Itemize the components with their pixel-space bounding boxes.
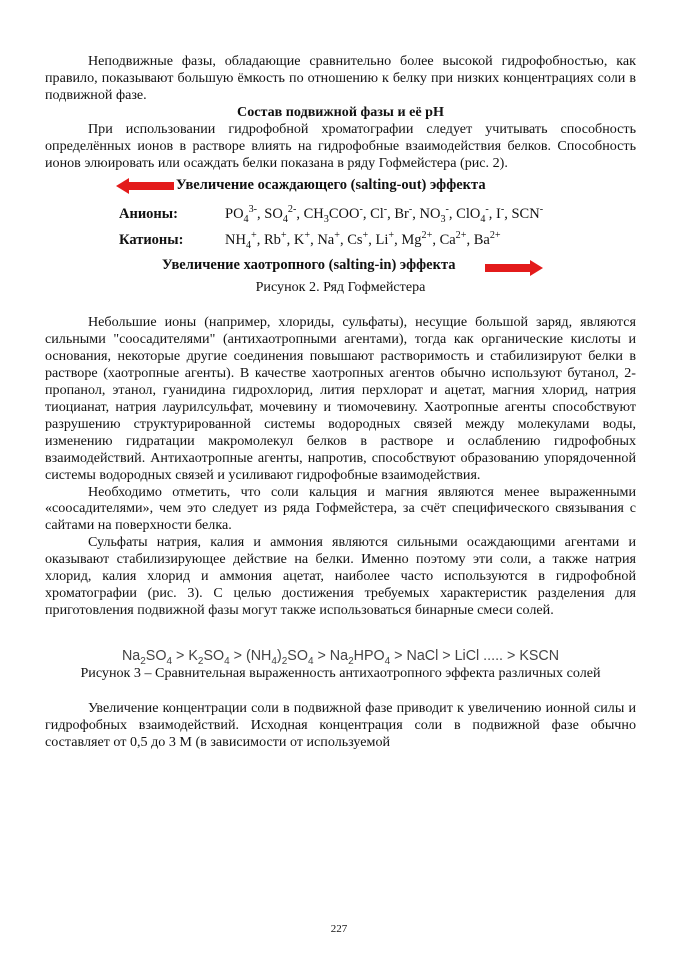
paragraph-hic-ions: При использовании гидрофобной хроматографии следует учитывать способность определённых ионов в растворе влиять на гидрофобные взаимодействия белков. Способность ионов элюировать или осаждать белки показана в ряду Гофмейстера (рис. 2). xyxy=(45,120,636,171)
cations-series: $NH_4^+$, Rb+, K+, Na+, Cs+, Li+, $Mg^{2+}$, $Ca^{2+}$, $Ba^{2+}$ xyxy=(225,230,501,252)
paragraph-calcium-magnesium: Необходимо отметить, что соли кальция и магния являются менее выраженными «соосадителями», чем это следует из ряда Гофмейстера, за счёт специфического связывания с сайтами на поверхности белка. xyxy=(45,483,636,534)
paragraph-stationary-phases: Неподвижные фазы, обладающие сравнительно более высокой гидрофобностью, как правило, показывают большую ёмкость по отношению к белку при низких концентрациях соли в подвижной фазе. xyxy=(45,53,636,103)
paragraph-sulfates: Сульфаты натрия, калия и аммония являются сильными осаждающими агентами и оказывают стабилизирующее действие на белки. Именно поэтому эти соли, а также натрия хлорид, калия хлорид и аммония ацетат, наиболее часто используются в гидрофобной хроматографии (рис. 3). С целью достижения требуемых характеристик разделения для приготовления подвижной фазы могут также использоваться бинарные смеси солей. xyxy=(45,534,636,618)
salting-out-title: Увеличение осаждающего (salting-out) эффекта xyxy=(176,177,486,194)
salting-in-title: Увеличение хаотропного (salting-in) эффекта xyxy=(162,257,456,274)
anions-label: Анионы: xyxy=(119,206,178,223)
section-heading: Состав подвижной фазы и её pH xyxy=(237,103,444,120)
page-content xyxy=(45,53,636,750)
arrow-left-icon xyxy=(116,178,174,194)
antichaotropic-salts-series: $Na_2SO_4 > K_2SO_4 > (NH_4)_2SO_4 > Na_2HPO_4$ > NaCl > LiCl ..... > KSCN xyxy=(121,647,560,667)
page-number: 227 xyxy=(330,923,348,935)
hofmeister-series-figure xyxy=(45,175,636,279)
paragraph-salt-concentration: Увеличение концентрации соли в подвижной фазе приводит к увеличению ионной силы и гидрофобных взаимодействий. Исходная концентрация соли в подвижной фазе обычно составляет от 0,5 до 3 М (в зависимости от используемой xyxy=(45,699,636,750)
cations-label: Катионы: xyxy=(119,232,184,249)
figure2-caption: Рисунок 2. Ряд Гофмейстера xyxy=(255,279,426,296)
anions-series: $PO_4^{3-}$, $SO_4^{2-}$, $CH_3COO^-$, Cl-, Br-, $NO_3^-$, ClO$_4$-, I-, SCN- xyxy=(225,204,544,226)
arrow-right-icon xyxy=(485,260,543,276)
paragraph-chaotropic-agents: Небольшие ионы (например, хлориды, сульфаты), несущие большой заряд, являются сильными "соосадителями" (антихаотропными агентами), тогда как органические кислоты и основания, некоторые другие соединения повышают растворимость и стабилизируют белки в растворе (хаотропные агенты). В качестве хаотропных агентов обычно используют бутанол, 2-пропанол, этанол, гуанидина гидрохлорид, лития перхлорат и ацетат, магния хлорид, натрия тиоцианат, натрия лаурилсульфат, мочевину и тиомочевину. Хаотропные агенты способствуют разрушению структурированной системы водородных связей между молекулами воды, изменению гидратации макромолекул белков в растворе и ослаблению гидрофобных взаимодействий. Антихаотропные агенты, напротив, способствуют образованию упорядоченной системы водородных связей и усиливают гидрофобные взаимодействия. xyxy=(45,314,636,483)
figure3-caption: Рисунок 3 – Сравнительная выраженность антихаотропного эффекта различных солей xyxy=(80,664,601,681)
